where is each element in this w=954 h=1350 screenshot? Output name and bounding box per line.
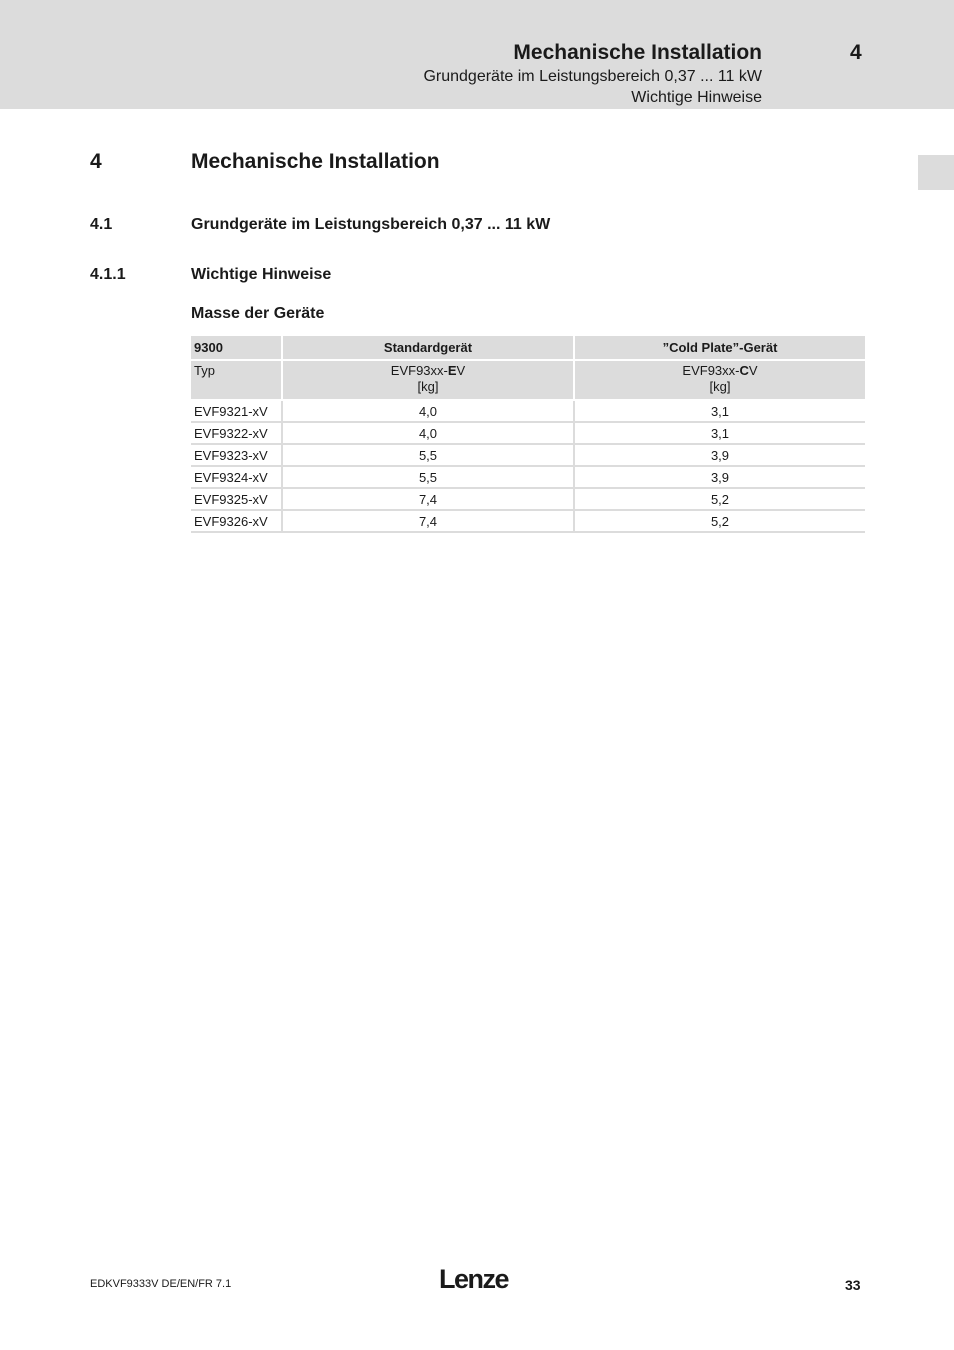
type-cold-suffix: V bbox=[748, 363, 758, 378]
h2-number: 4.1 bbox=[90, 216, 113, 233]
row-type-cell: EVF9324-xV bbox=[191, 467, 281, 489]
header-chapter-number: 4 bbox=[850, 41, 862, 64]
row-cold-plate-weight: 3,1 bbox=[573, 423, 865, 445]
row-type-cell: EVF9322-xV bbox=[191, 423, 281, 445]
type-standard-suffix: V bbox=[456, 363, 466, 378]
type-standard-letter: E bbox=[447, 363, 457, 378]
table-row bbox=[191, 467, 865, 489]
table-row bbox=[191, 511, 865, 533]
header-title: Mechanische Installation bbox=[513, 41, 762, 64]
type-standard-prefix: EVF93xx- bbox=[390, 363, 448, 378]
table-type-row bbox=[191, 361, 865, 401]
row-standard-weight: 7,4 bbox=[281, 511, 573, 533]
logo-text: Lenze bbox=[439, 1265, 509, 1293]
type-standard-unit: [kg] bbox=[417, 379, 439, 394]
h1-title: Mechanische Installation bbox=[191, 150, 440, 173]
chapter-side-tab bbox=[918, 155, 954, 190]
type-label: Typ bbox=[191, 361, 281, 401]
weights-table bbox=[191, 336, 865, 533]
header-subtitle: Grundgeräte im Leistungsbereich 0,37 ... 11 kW bbox=[423, 68, 762, 85]
type-cold-unit: [kg] bbox=[709, 379, 731, 394]
type-cold-prefix: EVF93xx- bbox=[682, 363, 740, 378]
row-standard-weight: 5,5 bbox=[281, 445, 573, 467]
table-row bbox=[191, 445, 865, 467]
h3-title: Wichtige Hinweise bbox=[191, 266, 332, 283]
row-standard-weight: 5,5 bbox=[281, 467, 573, 489]
row-standard-weight: 7,4 bbox=[281, 489, 573, 511]
header-cell-cold-plate: ”Cold Plate”-Gerät bbox=[573, 336, 865, 361]
row-cold-plate-weight: 5,2 bbox=[573, 511, 865, 533]
row-type-cell: EVF9326-xV bbox=[191, 511, 281, 533]
type-standard bbox=[281, 361, 573, 401]
lenze-logo bbox=[439, 1265, 515, 1298]
table-caption: Masse der Geräte bbox=[191, 305, 325, 322]
h2-title: Grundgeräte im Leistungsbereich 0,37 ... 11 kW bbox=[191, 216, 551, 233]
row-cold-plate-weight: 5,2 bbox=[573, 489, 865, 511]
table-row bbox=[191, 423, 865, 445]
type-cold-plate bbox=[573, 361, 865, 401]
header-subsubtitle: Wichtige Hinweise bbox=[631, 89, 762, 106]
h3-number: 4.1.1 bbox=[90, 266, 126, 283]
header-band bbox=[0, 0, 954, 109]
table-row bbox=[191, 489, 865, 511]
document-id: EDKVF9333V DE/EN/FR 7.1 bbox=[90, 1278, 232, 1290]
page-number: 33 bbox=[845, 1277, 861, 1293]
table-row bbox=[191, 401, 865, 423]
header-cell-series: 9300 bbox=[191, 336, 281, 361]
header-cell-standard: Standardgerät bbox=[281, 336, 573, 361]
row-type-cell: EVF9323-xV bbox=[191, 445, 281, 467]
row-type-cell: EVF9321-xV bbox=[191, 401, 281, 423]
lenze-logo-icon bbox=[439, 1265, 515, 1293]
row-cold-plate-weight: 3,1 bbox=[573, 401, 865, 423]
row-type-cell: EVF9325-xV bbox=[191, 489, 281, 511]
row-cold-plate-weight: 3,9 bbox=[573, 467, 865, 489]
row-cold-plate-weight: 3,9 bbox=[573, 445, 865, 467]
row-standard-weight: 4,0 bbox=[281, 423, 573, 445]
row-standard-weight: 4,0 bbox=[281, 401, 573, 423]
h1-number: 4 bbox=[90, 150, 102, 173]
table-header-row bbox=[191, 336, 865, 361]
type-cold-letter: C bbox=[739, 363, 749, 378]
